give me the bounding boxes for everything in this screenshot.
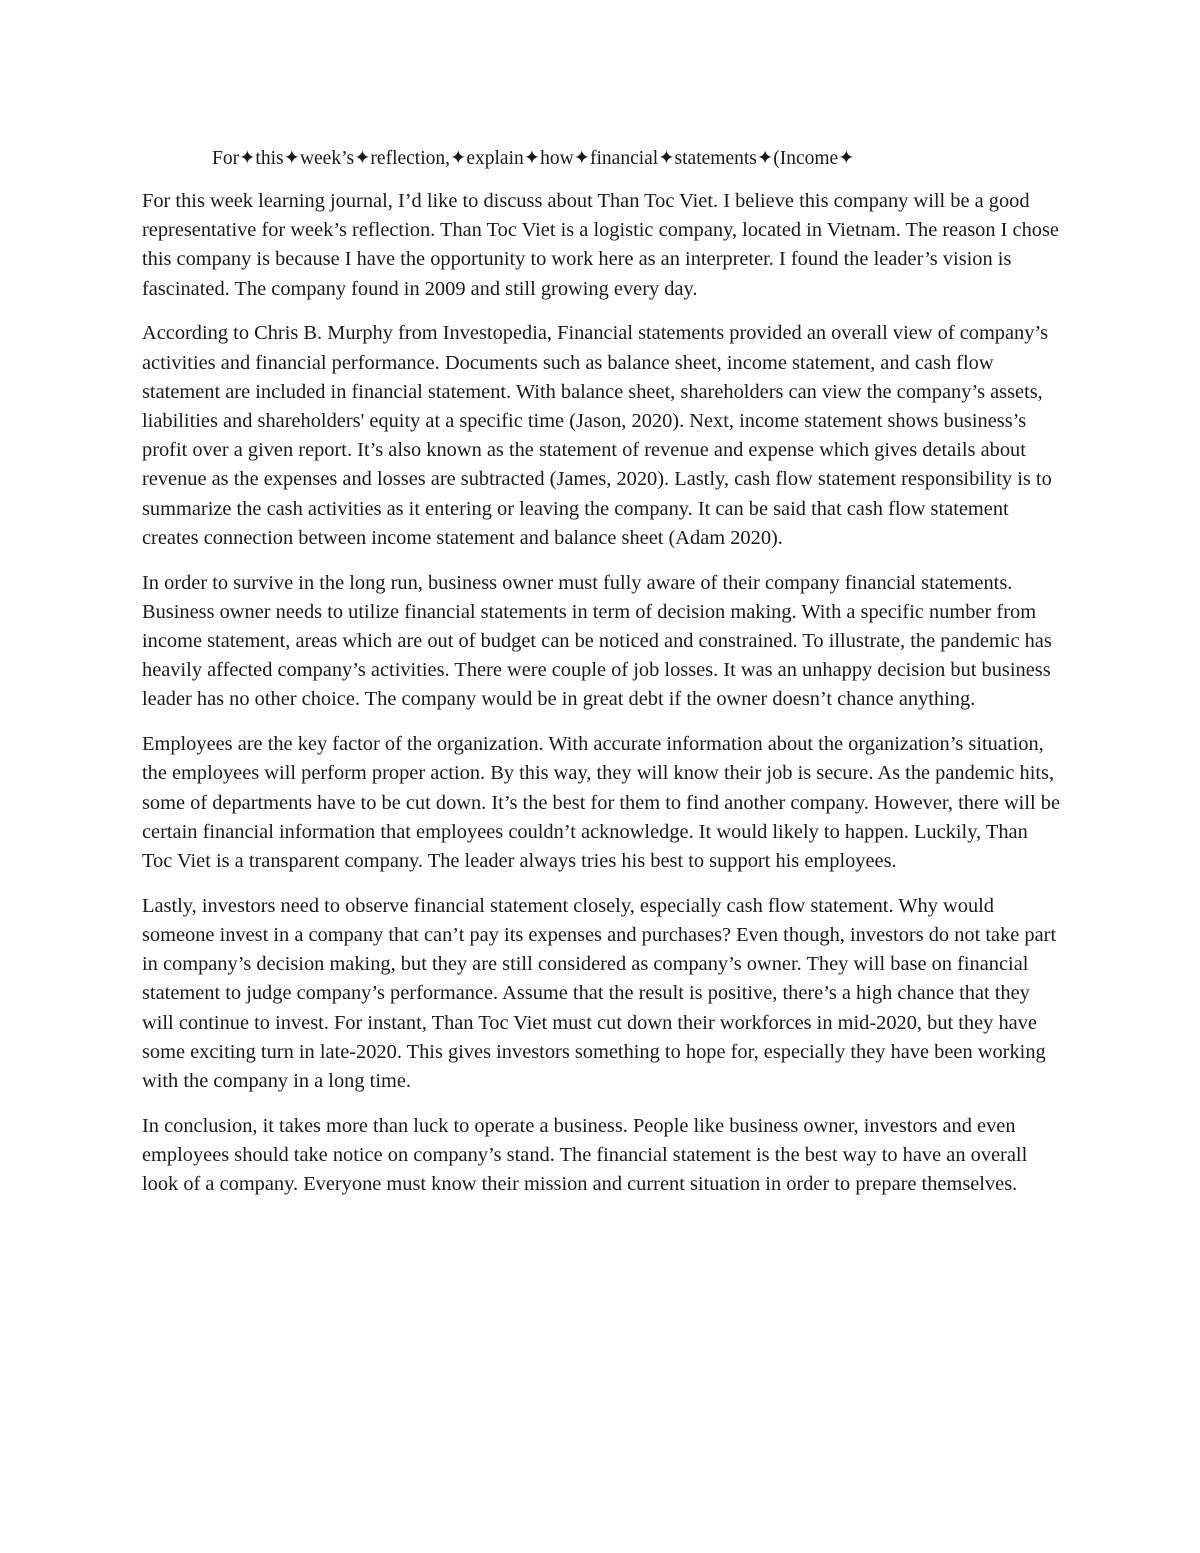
paragraph-intro: For this week learning journal, I’d like to discuss about Than Toc Viet. I believe this company will be a good representative for week’s reflection. Than Toc Viet is a logistic company, located in Vietnam. The reason I chose this company is because I have the opportunity to work here as an interpreter. I found the leader’s vision is fascinated. The company found in 2009 and still growing every day. <box>142 190 1059 300</box>
paragraph-business-owner: In order to survive in the long run, business owner must fully aware of their company financial statements. Business owner needs to utilize financial statements in term of decision making. With a specific number from income statement, areas which are out of budget can be noticed and constrained. To illustrate, the pandemic has heavily affected company’s activities. There were couple of job losses. It was an unhappy decision but business leader has no other choice. The company would be in great debt if the owner doesn’t chance anything. <box>142 571 1052 711</box>
document-heading: For✦this✦week’s✦reflection,✦explain✦how✦financial✦statements✦(Income✦ <box>212 148 855 169</box>
paragraph-conclusion: In conclusion, it takes more than luck to operate a business. People like business owner, investors and even employees should take notice on company’s stand. The financial statement is the best way to have an overall look of a company. Everyone must know their mission and current situation in order to prepare themselves. <box>142 1114 1028 1196</box>
document-body <box>142 187 1060 1215</box>
paragraph-employees: Employees are the key factor of the organization. With accurate information about the organization’s situation, the employees will perform proper action. By this way, they will know their job is secure. As the pandemic hits, some of departments have to be cut down. It’s the best for them to find another company. However, there will be certain financial information that employees couldn’t acknowledge. It would likely to happen. Luckily, Than Toc Viet is a transparent company. The leader always tries his best to support his employees. <box>142 733 1061 873</box>
paragraph-investors: Lastly, investors need to observe financial statement closely, especially cash flow statement. Why would someone invest in a company that can’t pay its expenses and purchases? Even though, investors do not take part in company’s decision making, but they are still considered as company’s owner. They will base on financial statement to judge company’s performance. Assume that the result is positive, there’s a high chance that they will continue to invest. For instant, Than Toc Viet must cut down their workforces in mid-2020, but they have some exciting turn in late-2020. This gives investors something to hope for, especially they have been working with the company in a long time. <box>142 894 1057 1093</box>
paragraph-financial-statements: According to Chris B. Murphy from Investopedia, Financial statements provided an overall view of company’s activities and financial performance. Documents such as balance sheet, income statement, and cash flow statement are included in financial statement. With balance sheet, shareholders can view the company’s assets, liabilities and shareholders' equity at a specific time (Jason, 2020). Next, income statement shows business’s profit over a given report. It’s also known as the statement of revenue and expense which gives details about revenue as the expenses and losses are subtracted (James, 2020). Lastly, cash flow statement responsibility is to summarize the cash activities as it entering or leaving the company. It can be said that cash flow statement creates connection between income statement and balance sheet (Adam 2020). <box>142 322 1052 549</box>
